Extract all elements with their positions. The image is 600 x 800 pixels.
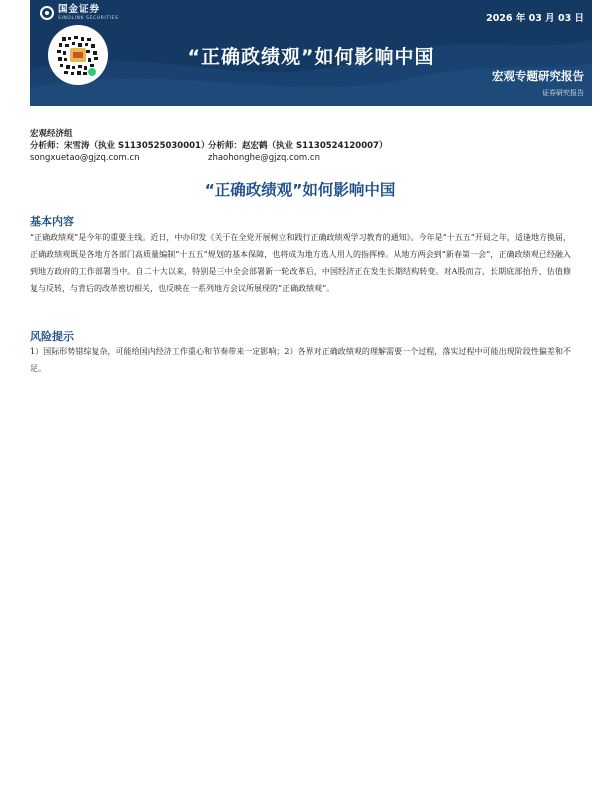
analyst-name: 分析师：宋雪涛（执业 S1130525030001） [30, 141, 210, 151]
analyst-block [30, 128, 570, 164]
document-title: “正确政绩观”如何影响中国 [204, 181, 396, 199]
report-category: 证券研究报告 [542, 89, 584, 97]
company-logo [40, 5, 118, 21]
research-group: 宏观经济组 [30, 129, 73, 139]
logo-name-en: SINOLINK SECURITIES [58, 15, 119, 21]
logo-name-cn: 国金证券 [58, 4, 101, 15]
section-heading-risk: 风险提示 [30, 330, 74, 343]
section-body-basic-content: “正确政绩观”是今年的重要主线。近日，中办印发《关于在全党开展树立和践行正确政绩观学习教育的通知》。今年是“十五五”开局之年，适逢地方换届，正确政绩观既是各地方各部门高质量编制“十五五”规划的基本保障，也将成为地方选人用人的指挥棒。从地方两会到“新春第一会”，正确政绩观已经融入到地方政府的工作部署当中。自二十大以来，特别是三中全会部署新一轮改革后，中国经济正在发生长期结构转变。对A股而言，长期底部抬升、估值修复与反转，与背后的改革密切相关，也反映在一系列地方会议所展现的“正确政绩观”。 [30, 233, 571, 293]
analyst-email[interactable]: songxuetao@gjzq.com.cn [30, 153, 140, 163]
section-body-risk: 1）国际形势错综复杂，可能给国内经济工作重心和节奏带来一定影响；2）各界对正确政绩观的理解需要一个过程，落实过程中可能出现阶段性偏差和不足。 [30, 347, 571, 373]
logo-mark-icon [40, 6, 54, 20]
analyst-list [30, 140, 570, 164]
report-type: 宏观专题研究报告 [492, 69, 584, 83]
banner-title: “正确政绩观”如何影响中国 [187, 46, 435, 68]
analyst-entry [30, 140, 208, 164]
report-date: 2026 年 03 月 03 日 [486, 13, 584, 24]
analyst-name: 分析师：赵宏鹤（执业 S1130524120007） [208, 141, 388, 151]
header-banner [30, 0, 592, 106]
analyst-entry [208, 140, 408, 164]
analyst-email[interactable]: zhaohonghe@gjzq.com.cn [208, 153, 320, 163]
section-heading-basic-content: 基本内容 [30, 215, 74, 228]
